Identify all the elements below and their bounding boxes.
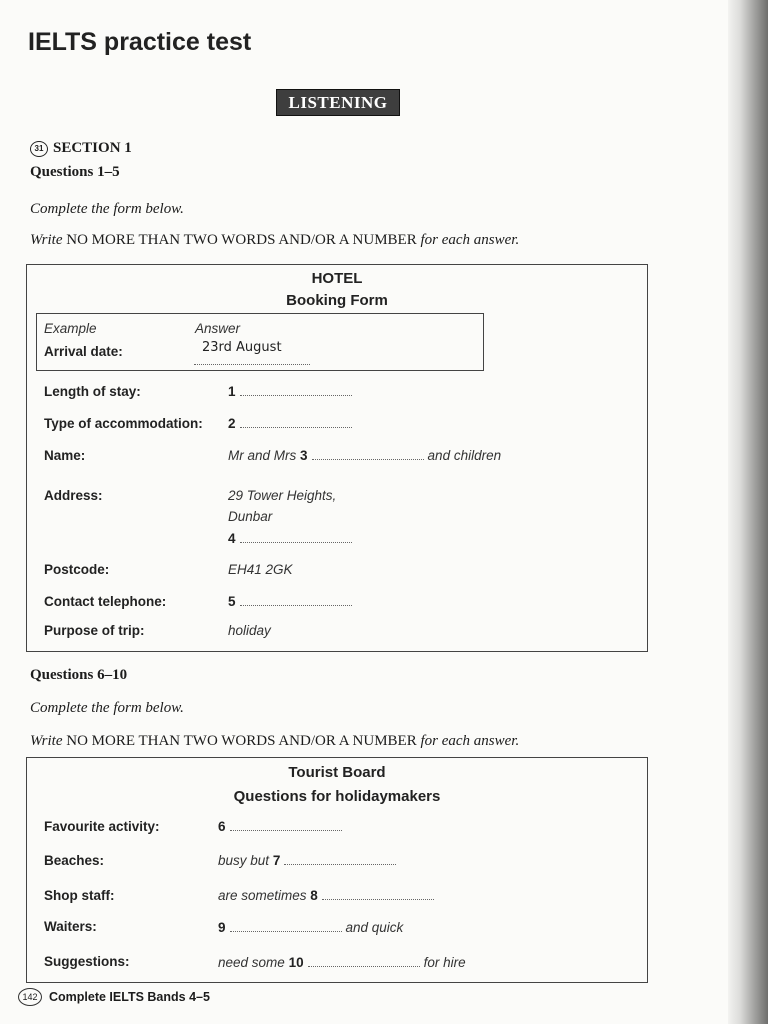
form-title-questions: Questions for holidaymakers (233, 788, 441, 805)
q6-blank[interactable] (230, 820, 342, 831)
answer-4[interactable] (228, 531, 356, 546)
answer-9[interactable] (218, 920, 403, 935)
q10-number: 10 (288, 955, 304, 970)
q3-post: and children (427, 448, 502, 463)
q2-blank[interactable] (240, 417, 352, 428)
q3-blank[interactable] (312, 449, 424, 460)
q8-blank[interactable] (322, 889, 434, 900)
q5-blank[interactable] (240, 595, 352, 606)
waiters-label: Waiters: (44, 919, 97, 934)
suggestions-label: Suggestions: (44, 954, 130, 969)
answer-3[interactable] (228, 448, 501, 463)
q10-pre: need some (218, 955, 285, 970)
section-label: SECTION 1 (53, 140, 132, 156)
instr2-a: Write (30, 733, 67, 749)
address-label: Address: (44, 488, 103, 503)
q7-blank[interactable] (284, 854, 396, 865)
answer-label: Answer (195, 321, 241, 336)
example-label: Example (44, 321, 97, 336)
q9-blank[interactable] (230, 921, 342, 932)
q8-pre: are sometimes (218, 888, 307, 903)
name-label: Name: (44, 448, 86, 463)
length-of-stay-label: Length of stay: (44, 384, 141, 399)
form-title-tourist-board: Tourist Board (288, 764, 386, 781)
form-title-booking: Booking Form (286, 292, 388, 309)
q4-number: 4 (228, 531, 236, 546)
instruction-word-limit (30, 232, 519, 249)
shop-staff-label: Shop staff: (44, 888, 115, 903)
page-footer (18, 988, 210, 1006)
address-line-1: 29 Tower Heights, (228, 488, 337, 503)
purpose-of-trip-label: Purpose of trip: (44, 623, 145, 638)
questions-6-10-heading: Questions 6–10 (30, 667, 128, 683)
instr-a: Write (30, 232, 67, 248)
audio-track-icon (30, 141, 48, 157)
q8-number: 8 (310, 888, 318, 903)
answer-10[interactable] (218, 955, 466, 970)
q10-post: for hire (423, 955, 466, 970)
listening-banner: LISTENING (276, 89, 400, 116)
answer-2[interactable] (228, 416, 356, 431)
answer-6[interactable] (218, 819, 346, 834)
book-title: Complete IELTS Bands 4–5 (49, 990, 210, 1004)
track-number: 31 (34, 144, 44, 153)
q5-number: 5 (228, 594, 236, 609)
q7-number: 7 (272, 853, 281, 868)
address-line-2: Dunbar (228, 509, 273, 524)
section-heading (30, 140, 132, 157)
postcode-value: EH41 2GK (228, 562, 293, 577)
arrival-date-label: Arrival date: (44, 344, 123, 359)
instr2-c: for each answer. (416, 733, 520, 749)
q9-number: 9 (218, 920, 226, 935)
questions-1-5-heading: Questions 1–5 (30, 164, 120, 180)
q4-blank[interactable] (240, 532, 352, 543)
tourist-board-form (26, 757, 648, 983)
q3-pre: Mr and Mrs (228, 448, 297, 463)
q1-number: 1 (228, 384, 236, 399)
answer-8[interactable] (218, 888, 438, 903)
instr2-b: NO MORE THAN TWO WORDS AND/OR A NUMBER (66, 733, 417, 749)
page-title: IELTS practice test (28, 28, 252, 56)
instruction-complete-form-2: Complete the form below. (30, 700, 184, 716)
q6-number: 6 (218, 819, 226, 834)
instr-b: NO MORE THAN TWO WORDS AND/OR A NUMBER (66, 232, 417, 248)
example-answer-line (194, 364, 310, 365)
q1-blank[interactable] (240, 385, 352, 396)
q2-number: 2 (228, 416, 236, 431)
instruction-complete-form: Complete the form below. (30, 201, 184, 217)
answer-1[interactable] (228, 384, 356, 399)
page-spine-shadow (728, 0, 768, 1024)
beaches-label: Beaches: (44, 853, 105, 868)
favourite-activity-label: Favourite activity: (44, 819, 160, 834)
instr-c: for each answer. (416, 232, 520, 248)
page-number: 142 (18, 988, 42, 1006)
purpose-value: holiday (228, 623, 271, 638)
example-answer: 23rd August (202, 340, 282, 355)
contact-telephone-label: Contact telephone: (44, 594, 167, 609)
postcode-label: Postcode: (44, 562, 110, 577)
q7-pre: busy but (218, 853, 270, 868)
q10-blank[interactable] (308, 956, 420, 967)
q9-post: and quick (345, 920, 404, 935)
type-of-accommodation-label: Type of accommodation: (44, 416, 203, 431)
answer-7[interactable] (218, 853, 400, 868)
q3-number: 3 (300, 448, 308, 463)
form-title-hotel: HOTEL (311, 270, 363, 287)
instruction-word-limit-2 (30, 733, 519, 750)
answer-5[interactable] (228, 594, 356, 609)
